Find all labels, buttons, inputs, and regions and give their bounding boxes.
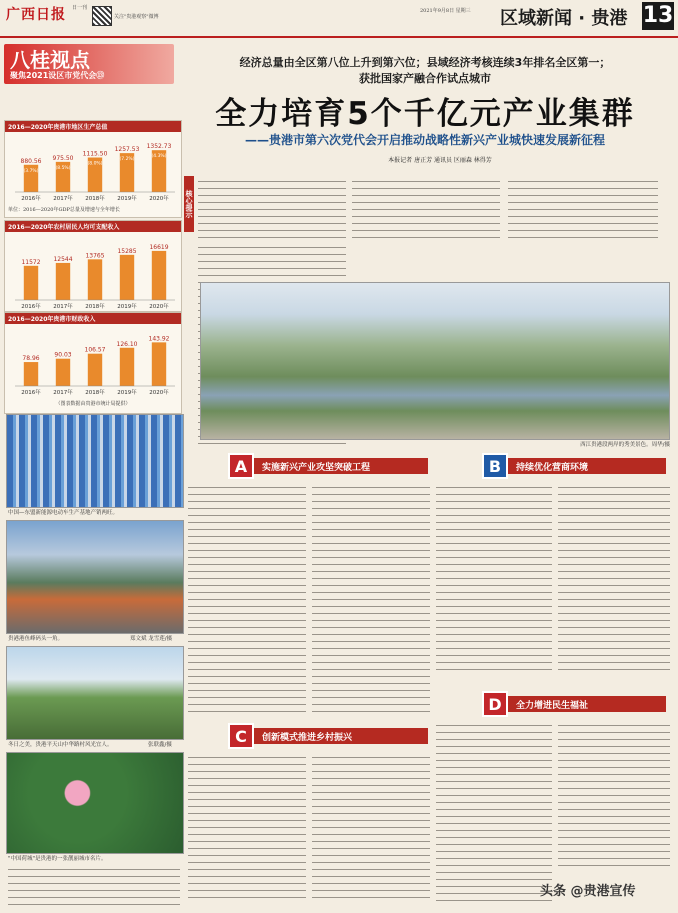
data-label: 1352.73 [146,143,172,151]
bar [88,354,102,386]
photo-caption: 中国—东盟新能源电动车生产基地产销两旺。 [8,510,119,516]
chart-note: 单位：2016—2020年GDP总量及增速与全年增长 [8,207,120,213]
section-letter: D [482,691,508,717]
chart-title: 2016—2020年农村居民人均可支配收入 [5,221,181,232]
category-label: 2016年 [21,304,41,310]
left-body-text [8,866,180,908]
qr-code-icon[interactable] [92,6,112,26]
port-photo [6,520,184,634]
category-label: 2016年 [21,196,41,202]
data-label: 90.03 [54,351,72,359]
bar [120,255,134,300]
photo-credit: 郑文斌 龙雪莲/摄 [130,636,173,642]
section-title: 持续优化营商环境 [516,462,589,473]
category-label: 2019年 [117,196,137,202]
section-letter: B [482,453,508,479]
section-d-header [486,696,666,712]
section-title: 创新模式推进乡村振兴 [262,732,353,743]
bar [56,359,70,386]
issue-date: 2021年9月8日 星期三 [420,8,471,14]
section-a-col-2 [312,484,430,712]
main-aerial-photo [200,282,670,440]
byline: 本报记者 唐正芳 通讯员 区丽森 林得芳 [388,157,492,164]
section-b-col-2 [558,484,670,676]
bar [152,342,166,386]
data-label: 975.50 [52,154,74,162]
section-a-header [232,458,428,474]
data-label: 1115.50 [82,150,108,158]
subheadline: ——贵港市第六次党代会开启推动战略性新兴产业城快速发展新征程 [244,133,605,147]
headline: 全力培育5个千亿元产业集群 [215,96,635,132]
series-subtitle: 聚焦2021设区市党代会⑬ [10,71,105,80]
ev-factory-photo [6,414,184,508]
category-label: 2020年 [149,196,169,202]
series-brand: 八桂视点 [10,48,90,72]
gdp-bar-chart [5,132,181,202]
lotus-photo [6,752,184,854]
photo-caption: 贵港港鱼峰码头一角。 [8,636,64,642]
section-b-header [486,458,666,474]
data-label: 106.57 [84,346,106,354]
bar [56,263,70,300]
section-title: 全力增进民生福祉 [516,700,589,711]
section-title: 实施新兴产业攻坚突破工程 [262,462,371,473]
section-c-col-2 [312,754,430,904]
data-label: 1257.53 [114,146,140,154]
photo-credit: 张联鑫/摄 [148,742,172,748]
page-number: 13 [642,3,674,28]
chart-rural-income [4,220,182,312]
fiscal-bar-chart [5,324,181,396]
category-label: 2017年 [53,304,73,310]
data-label: 13765 [85,252,105,260]
growth-label: (8.5%) [55,165,71,171]
main-photo-caption: 西江贵港段两岸的秀美景色。周华/摄 [580,442,670,448]
masthead [0,0,678,38]
chart-gdp [4,120,182,218]
section-b-col-1 [436,484,552,676]
section-c-col-1 [188,754,306,904]
photo-caption: "中国荷城"是贵港的一张靓丽城市名片。 [8,856,107,862]
bar [24,362,38,386]
growth-label: (3.7%) [23,168,39,174]
chart-fiscal [4,312,182,414]
village-photo [6,646,184,740]
data-label: 880.56 [20,157,42,165]
bar [88,259,102,300]
kicker-line-1: 经济总量由全区第八位上升到第六位；县域经济考核连续3年排名全区第一； [239,56,611,69]
photo-caption: 冬日之美，贵港平天山中华路村风光宜人。 [8,742,113,748]
category-label: 2020年 [149,390,169,396]
section-letter: A [228,453,254,479]
category-label: 2016年 [21,390,41,396]
data-label: 126.10 [116,340,138,348]
category-label: 2018年 [85,304,105,310]
income-bar-chart [5,232,181,310]
category-label: 2019年 [117,390,137,396]
section-d-col-2 [558,722,670,872]
growth-label: (7.2%) [119,157,135,163]
category-label: 2017年 [53,196,73,202]
intro-col-1 [198,178,346,238]
data-label: 11572 [21,258,41,266]
bar [24,266,38,300]
newspaper-logo: 广西日报 [6,7,66,23]
data-label: 12544 [53,255,73,263]
section-title: 区域新闻 · 贵港 [500,8,628,29]
growth-label: (4.3%) [151,154,167,160]
intro-col-2 [352,178,500,238]
bar [120,348,134,386]
data-label: 143.92 [148,335,170,343]
data-label: 15285 [117,247,137,255]
chart-title: 2016—2020年贵港市财政收入 [5,313,181,324]
category-label: 2019年 [117,304,137,310]
series-banner [0,38,180,88]
qr-caption: 关注"贵港观察"微博 [114,14,159,20]
chart-source: （图表数据由贵港市统计局提供） [55,401,131,407]
category-label: 2020年 [149,304,169,310]
section-c-header [232,728,428,744]
chart-title: 2016—2020年贵港市地区生产总值 [5,121,181,132]
growth-label: (8.0%) [87,161,103,167]
core-tip-label: 核心提示 [184,176,194,232]
edition-label: 日一刊 [72,5,88,11]
bar [152,251,166,300]
kicker-line-2: 获批国家产融合作试点城市 [359,72,491,85]
data-label: 78.96 [22,355,40,363]
category-label: 2017年 [53,390,73,396]
source-watermark: 头条 @贵港宣传 [540,884,636,899]
category-label: 2018年 [85,196,105,202]
section-letter: C [228,723,254,749]
data-label: 16619 [149,243,169,251]
category-label: 2018年 [85,390,105,396]
section-d-col-1 [436,722,552,904]
intro-col-3 [508,178,658,238]
section-a-col-1 [188,484,306,712]
